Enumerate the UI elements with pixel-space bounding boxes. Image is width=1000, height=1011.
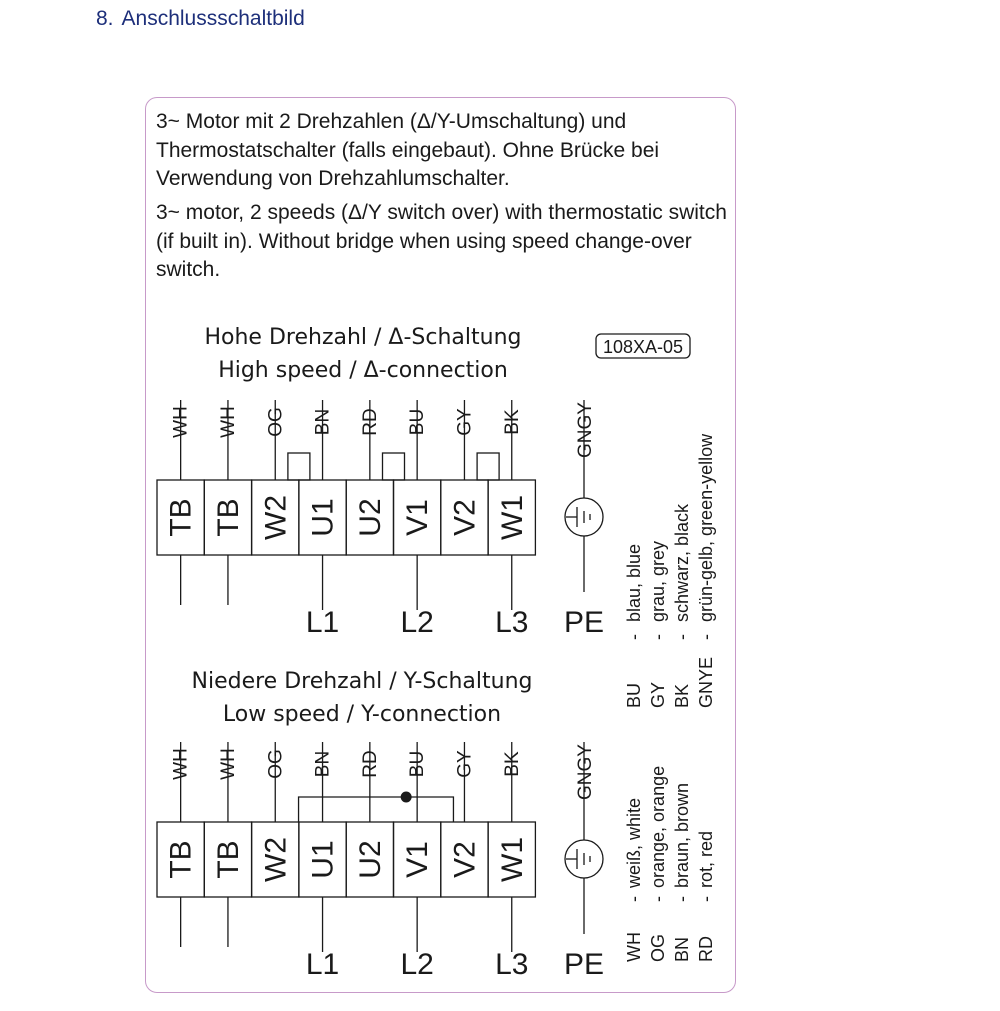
high-speed-title-de: Hohe Drehzahl / Δ-Schaltung (204, 325, 522, 350)
high-speed-wire-color-label: BU (407, 408, 429, 436)
low-speed-line-label: L3 (495, 948, 529, 981)
high-speed-bridge (477, 453, 499, 480)
low-speed-line-label: L1 (305, 948, 340, 981)
low-speed-wire-color-label: WH (170, 748, 192, 780)
legend-upper-description: blau, blue (624, 543, 644, 622)
high-speed-terminal-label: W1 (495, 495, 529, 540)
high-speed-bridge (383, 453, 405, 480)
legend-upper-separator: - (696, 634, 716, 640)
description-german: 3~ Motor mit 2 Drehzahlen (Δ/Y-Umschaltung) und Thermostatschalter (falls eingebaut). Ohne Brücke bei Verwendung von Drehzahlumschalter. (156, 110, 660, 190)
terminal-block-low-speed (157, 742, 604, 981)
low-speed-wire-color-label: OG (265, 749, 287, 779)
high-speed-line-label: L2 (400, 606, 434, 639)
legend-upper-description: grün-gelb, green-yellow (696, 433, 716, 622)
legend-upper-code: BK (672, 683, 692, 708)
high-speed-terminal-label: U2 (353, 498, 387, 537)
low-speed-terminal-label: W1 (495, 837, 529, 882)
low-speed-line-label: PE (563, 948, 605, 981)
low-speed-title-de: Niedere Drehzahl / Y-Schaltung (191, 669, 533, 694)
low-speed-earth-wire-label: GNGY (575, 744, 596, 800)
legend-upper-description: grau, grey (648, 540, 668, 622)
high-speed-title-en: High speed / Δ-connection (218, 358, 508, 383)
high-speed-terminal-label: TB (211, 498, 245, 537)
low-speed-star-point (401, 792, 412, 803)
diagram-code: 108XA-05 (602, 337, 684, 357)
legend-lower-description: orange, orange (648, 765, 668, 888)
legend-upper-code: BU (624, 682, 644, 708)
legend-upper-code: GY (648, 681, 668, 708)
low-speed-terminal-label: TB (164, 840, 198, 879)
low-speed-terminal-label: W2 (259, 837, 293, 882)
low-speed-line-label: L2 (400, 948, 434, 981)
high-speed-terminal-label: W2 (259, 495, 293, 540)
high-speed-terminal-label: V2 (448, 499, 482, 536)
low-speed-terminal-label: V2 (448, 841, 482, 878)
low-speed-title-en: Low speed / Y-connection (222, 702, 502, 727)
diagram-code-badge (596, 334, 690, 358)
high-speed-terminal-label: V1 (401, 499, 435, 536)
color-legend-upper (624, 433, 716, 708)
legend-lower-description: rot, red (696, 830, 716, 888)
high-speed-wire-color-label: BN (312, 408, 334, 436)
legend-lower-separator: - (624, 896, 644, 902)
low-speed-terminal-label: U2 (353, 840, 387, 879)
high-speed-wire-color-label: WH (217, 406, 239, 438)
high-speed-earth-wire-label: GNGY (575, 402, 596, 458)
high-speed-line-label: L1 (305, 606, 340, 639)
legend-lower-separator: - (672, 896, 692, 902)
legend-lower-separator: - (648, 896, 668, 902)
terminal-block-high-speed (157, 400, 604, 639)
high-speed-terminal-label: U1 (306, 498, 340, 537)
legend-lower-code: OG (648, 933, 668, 962)
legend-lower-code: RD (696, 936, 716, 962)
legend-upper-separator: - (672, 634, 692, 640)
low-speed-wire-color-label: WH (217, 748, 239, 780)
legend-upper-code: GNYE (696, 656, 716, 708)
legend-lower-description: weiß, white (624, 797, 644, 888)
high-speed-terminal-label: TB (164, 498, 198, 537)
high-speed-wire-color-label: RD (359, 408, 381, 436)
low-speed-wire-color-label: BN (312, 750, 334, 778)
legend-lower-code: BN (672, 936, 692, 962)
low-speed-terminal-label: TB (211, 840, 245, 879)
section-title: Anschlussschaltbild (121, 7, 305, 30)
section-number: 8. (96, 7, 114, 30)
high-speed-line-label: L3 (495, 606, 529, 639)
low-speed-wire-color-label: RD (359, 750, 381, 778)
legend-lower-separator: - (696, 896, 716, 902)
legend-upper-description: schwarz, black (672, 503, 692, 622)
high-speed-wire-color-label: WH (170, 406, 192, 438)
high-speed-wire-color-label: BK (501, 409, 523, 435)
low-speed-terminal-label: V1 (401, 841, 435, 878)
low-speed-wire-color-label: BU (407, 750, 429, 778)
high-speed-wire-color-label: OG (265, 407, 287, 437)
legend-upper-separator: - (624, 634, 644, 640)
legend-lower-description: braun, brown (672, 782, 692, 888)
low-speed-wire-color-label: BK (501, 751, 523, 777)
high-speed-line-label: PE (563, 606, 605, 639)
legend-lower-code: WH (624, 932, 644, 962)
color-legend-lower (624, 766, 716, 962)
legend-upper-separator: - (648, 634, 668, 640)
low-speed-wire-color-label: GY (454, 750, 476, 778)
high-speed-bridge (288, 453, 310, 480)
description-english: 3~ motor, 2 speeds (Δ/Y switch over) with thermostatic switch (if built in). Without bridge when using speed change-over switch. (156, 201, 727, 281)
low-speed-star-bridge (299, 797, 454, 822)
low-speed-terminal-label: U1 (306, 840, 340, 879)
high-speed-wire-color-label: GY (454, 408, 476, 436)
